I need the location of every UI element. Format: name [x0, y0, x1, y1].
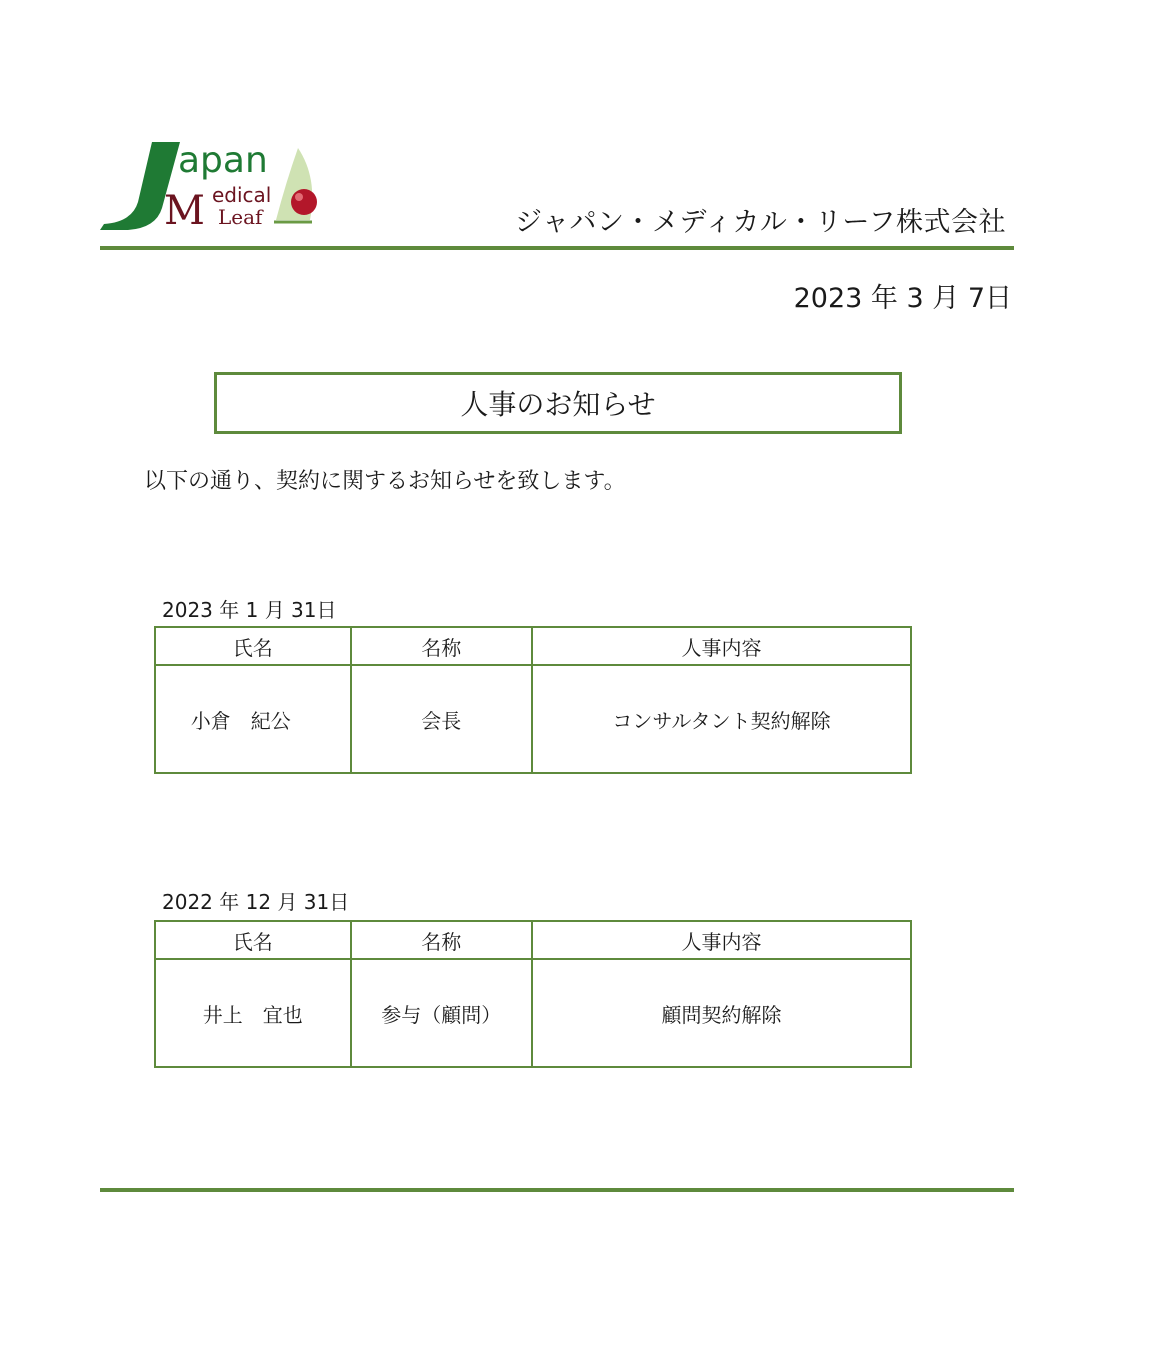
column-header-name: 氏名	[155, 627, 351, 665]
logo-line3: Leaf	[218, 205, 263, 229]
personnel-table	[154, 626, 912, 774]
logo-line1: apan	[178, 140, 268, 181]
section-date: 2023 年 1 月 31日	[162, 598, 337, 622]
column-header-content: 人事内容	[532, 627, 911, 665]
column-header-title: 名称	[351, 627, 533, 665]
cell-title: 会長	[351, 665, 533, 773]
personnel-table	[154, 920, 912, 1068]
berry-highlight-icon	[295, 193, 303, 201]
column-header-content: 人事内容	[532, 921, 911, 959]
table-row	[155, 665, 911, 773]
cell-name	[155, 665, 351, 773]
document-title-text: 人事のお知らせ	[460, 388, 656, 421]
column-header-title: 名称	[351, 921, 533, 959]
logo-line2: edical	[212, 183, 272, 207]
logo-initial-m: M	[164, 188, 205, 234]
header-divider	[100, 246, 1014, 250]
intro-text: 以下の通り、契約に関するお知らせを致します。	[144, 469, 626, 494]
cell-content: コンサルタント契約解除	[532, 665, 911, 773]
table-header-row	[155, 921, 911, 959]
footer-divider	[100, 1188, 1014, 1192]
cell-content: 顧問契約解除	[532, 959, 911, 1067]
table-row	[155, 959, 911, 1067]
document-title	[214, 372, 902, 434]
cell-name-text: 小倉 紀公	[190, 708, 291, 733]
company-logo	[98, 138, 322, 234]
column-header-name: 氏名	[155, 921, 351, 959]
section-date: 2022 年 12 月 31日	[162, 890, 350, 914]
table-header-row	[155, 627, 911, 665]
document-date: 2023 年 3 月 7日	[793, 283, 1012, 314]
berry-icon	[291, 189, 317, 215]
company-name: ジャパン・メディカル・リーフ株式会社	[515, 207, 1006, 238]
cell-name: 井上 宜也	[155, 959, 351, 1067]
cell-title: 参与（顧問）	[351, 959, 533, 1067]
